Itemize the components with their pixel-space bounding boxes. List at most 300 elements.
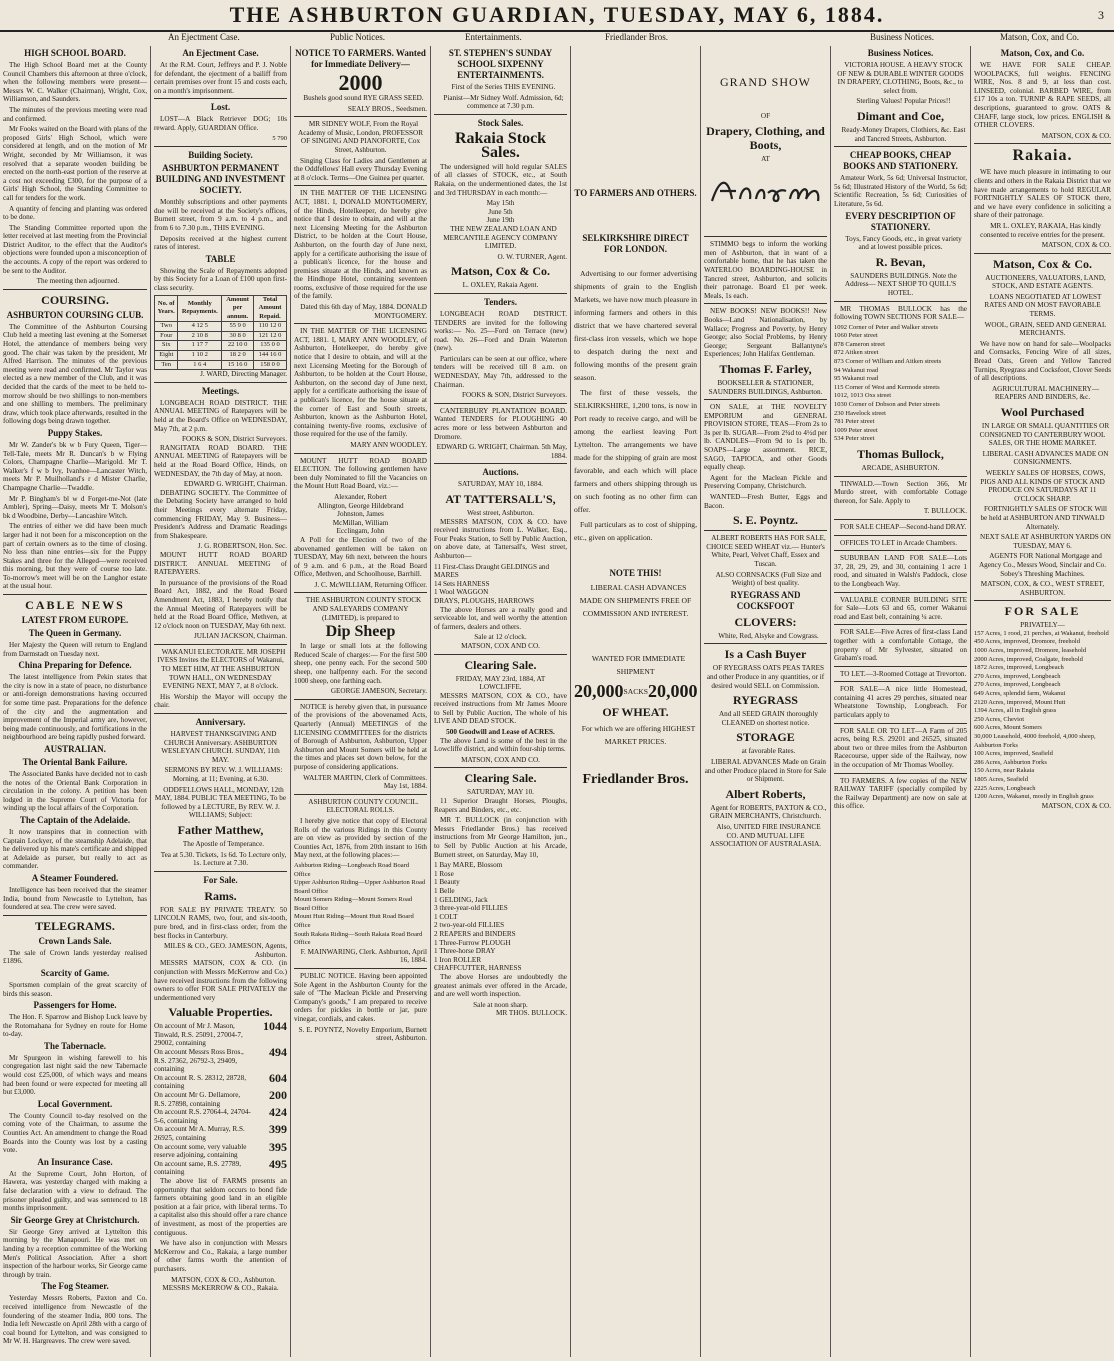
table-cell: Six [155, 341, 178, 351]
list-item: 1 Three-Furrow PLOUGH [434, 938, 511, 947]
list-item: 30,000 Leasehold, 4000 freehold, 4,000 sheep, Ashburton Forks [974, 733, 1096, 749]
paragraph: The Standing Committee reported upon the letter received at last meeting from the Provincial District Auditor, to the effect that the Auditor's objections were founded upon a misconception of the accounts. A copy of the report was ordered to be sent to the Auditor. [3, 223, 147, 275]
signature-line: Dated this 6th day of May, 1884. DONALD MONTGOMERY. [300, 303, 427, 320]
table-cell: Ten [155, 360, 178, 370]
spacer [574, 546, 697, 566]
paragraph: AUCTIONEERS, VALUATORS, LAND, STOCK, AND ESTATE AGENTS. [985, 273, 1106, 291]
signature-line: L. OXLEY, Rakaia Agent. [462, 281, 539, 290]
paragraph: MESSRS MATSON, COX & CO. have received instructions from L. Walker, Esq., Four Peaks Station, to Sell by Public Auction, on above date, at Tattersall's, West street, Ashburton— [434, 517, 567, 560]
paragraph: In large or small lots at the following Reduced Scale of charges:— For the first 500 sheep, one penny each. For the second 500 sheep, one halfpenny each. For the second 1000 sheep, one farthing each. [294, 642, 427, 685]
list-item: June 19th [486, 216, 515, 225]
list-item [154, 1105, 287, 1125]
signature-line: J. C. McWILLIAM, Returning Officer. [314, 580, 427, 589]
divider [434, 114, 567, 115]
paragraph: Ready-Money Drapers, Clothiers, &c. East and Tancred Streets, Ashburton. [841, 125, 966, 143]
list-item: Upper Ashburton Riding—Upper Ashburton Road Board Office [294, 879, 426, 895]
headline: Meetings. [201, 385, 240, 396]
paragraph: The above Land is some of the best in the Lowcliffe district, and within four-ship terms. [434, 736, 567, 754]
ad-title: ST. STEPHEN'S SUNDAY SCHOOL SIXPENNY ENTERTAINMENTS. [448, 48, 553, 80]
paragraph: PRIVATELY— [1020, 621, 1065, 630]
paragraph: The above Horses are undoubtedly the greatest animals ever offered in the Arcade, and are well worth inspection. [434, 972, 567, 999]
paragraph: Mr W. Zander's bk w b Fury Queen, Tiger—Tell-Tale, meets Mr R. Duncan's b w Flying Colors, Champagne Charlie—Marigold. Mr T. Walker's f w b Ivy, Ivanhoe—Lancaster Witch, meets Mr P. Muilholland's r d Mister Charlie, Champagne Charlie—Twaddle. [3, 440, 147, 492]
paragraph: AT [761, 154, 770, 163]
signature-line: MATSON, COX & CO. [1041, 241, 1111, 250]
list-item [154, 1156, 287, 1177]
paragraph: IN THE MATTER OF THE LICENSING ACT, 1881. I, MARY ANN WOODLEY, of Ashburton, Hotelkeeper, do hereby give notice that I desire to obtain, and will at the next Licensing Meeting for the Borough of Ashburton, to be holden at the Court House, Ashburton, on the second day of June next, apply for a certificate authorising the issue of a publican's licence, for the house situate at the corner of East and South streets, Ashburton, known as the Ashburton Hotel, containing twenty-five rooms, exclusive of those required for the use of the family. [294, 327, 427, 439]
subheadline: Passengers for Home. [33, 1000, 117, 1011]
ad-title: Father Matthew, [177, 822, 264, 837]
headline: Lost. [210, 102, 231, 113]
paragraph: Showing the Scale of Repayments adopted by this Society for a Loan of £100 upon first-class security. [154, 266, 287, 292]
ad-title: S. E. Poyntz. [732, 513, 798, 528]
paragraph: Mr Fooks waited on the Board with plans of the proposed Girls' High School, which were considered at length, and on the motion of Mr Wright, seconded by Mr Williamson, it was resolved that a separate wooden building be erected on the north-east portion of the reserve at a cost not exceeding £300, for the purpose of a Girls' High School, the Standing Committee to call for tenders for the work. [3, 125, 147, 202]
signature-line: S. E. POYNTZ, Novelty Emporium, Burnett street, Ashburton. [298, 1025, 427, 1043]
list-item: 2 two-year-old FILLIES [434, 921, 505, 930]
paragraph: Sir George Grey arrived at Lyttelton this morning by the Manapouri. He was met on landing by a reception committee of the Working Men's Political Association. After a short inspection of the harbour works, Sir George came through by train. [3, 1227, 147, 1279]
property-desc: On account R.S. 27064-4, 24704-5-6, containing [154, 1108, 251, 1125]
list-item: 1872 Acres, improved, Longbeach [974, 664, 1064, 672]
spacer [574, 750, 697, 770]
paragraph: MR L. OXLEY, RAKAIA, Has kindly consented to receive entries for the present. [980, 221, 1105, 239]
paragraph: 11 Superior Draught Horses, Ploughs, Reapers and Binders, etc., etc. [434, 797, 567, 814]
headline: An Ejectment Case. [182, 48, 259, 58]
property-list [154, 1019, 287, 1177]
paragraph: We have also in conjunction with Messrs McKerrow and Co., Rakaia, a large number of other farms worth the attention of purchasers. [154, 1239, 287, 1273]
paragraph: The above Horses are a really good and serviceable lot, and well worthy the attention of farmers, dealers and others. [434, 605, 567, 631]
paragraph: SERMONS BY REV. W. J. WILLIAMS: Morning, at 11; Evening, at 6.30. [164, 766, 283, 783]
spacer [574, 201, 697, 231]
paragraph: The Hon. F. Sparrow and Bishop Luck leave by the Rotomahana for Sydney en route for Home to-day. [3, 1013, 147, 1039]
table-row [155, 331, 287, 341]
paragraph: TO FARMERS. A few copies of the NEW RAILWAY TARIFF (specially compiled by the Railway Department) are now on sale at this office. [834, 776, 967, 811]
section-header: Matson, Cox, and Co. [1000, 32, 1080, 42]
spacer [574, 46, 697, 186]
list-item: 1 Beauty [434, 878, 460, 887]
list-item [154, 1070, 287, 1091]
paragraph: The High School Board met at the County Council Chambers this afternoon at three o'clock, when the following members were present—Messrs W. C. Walker (Chairman), Wright, Cox, Williamson, and Saunders. [3, 61, 147, 104]
paragraph: CANTERBURY PLANTATION BOARD. Wanted TENDERS for PLOUGHING 40 acres more or less between Ashburton and Dromore. [434, 406, 567, 441]
paragraph: White, Red, Alsyke and Cowgrass. [718, 631, 819, 640]
list-item: 873 Corner of William and Aitken streets [834, 358, 942, 366]
ad-title: EVERY DESCRIPTION OF STATIONERY. [845, 210, 956, 232]
headline: Building Society. [188, 150, 253, 161]
column-8 [970, 46, 1114, 1357]
paragraph: The Associated Banks have decided not to cash the notes of the Oriental Bank Corporation in circulation in the colony. A petition has been lodged in the Supreme Court of Victoria for winding up the local affairs of the Corporation. [3, 770, 147, 813]
paragraph: AGENTS FOR National Mortgage and Agency Co., Messrs Wood, Sinclair and Co. Sobey's Threshing Machines. [978, 552, 1107, 578]
divider [834, 146, 967, 147]
headline: Stock Sales. [477, 117, 524, 128]
list-item: Allington, George Hildebrand [317, 501, 404, 510]
table-header: Amount per annum. [222, 295, 254, 322]
headline: LATEST FROM EUROPE. [21, 615, 129, 626]
divider [154, 713, 287, 714]
column-2 [150, 46, 290, 1357]
paragraph: The first of these vessels, the SELKIRKSHIRE, 1,200 tons, is now in Port ready to receive cargo, and will be among the earliest leaving Port Lyttelton. The arrangements we have made for the shipping of grain are most favorable, and each which will place farmers and others shipping through us on such footing as no other firm can offer. [574, 388, 697, 514]
headline: HIGH SCHOOL BOARD. [24, 48, 126, 58]
paragraph: OFFICES TO LET in Arcade Chambers. [840, 538, 957, 547]
signature-line: MATSON, COX AND CO. [461, 755, 540, 764]
ad-title: NOTE THIS! [609, 568, 662, 578]
ad-title: RYEGRASS [733, 693, 798, 708]
headline: CABLE NEWS [25, 598, 125, 613]
signature-image [706, 171, 826, 211]
divider [704, 236, 827, 237]
list-item: 878 Cameron street [834, 340, 885, 348]
divider [294, 794, 427, 795]
paragraph: at favorable Rates. [741, 747, 796, 756]
repayment-table [154, 295, 287, 371]
paragraph: ODDFELLOWS HALL, MONDAY, 12th MAY, 1884. PUBLIC TEA MEETING, To be followed by a LECTURE, By REV. W. J. WILLIAMS; Subject: [154, 785, 287, 820]
paragraph: The County Council to-day resolved on the coming vote of the Chairman, to assume the Counties Act. An amendment to change the Road Boards into the County was lost by a casting vote. [3, 1111, 147, 1155]
paragraph: The meeting then adjourned. [36, 277, 120, 286]
table-header: No. of Years. [155, 295, 178, 322]
ad-title: FOR SALE [1004, 604, 1081, 619]
table-cell: Two [155, 322, 178, 332]
paragraph: We have now on hand for sale—Woolpacks and Cornsacks, Fencing Wire of all sizes, Bread Oats, Green and Yellow Tancred Turnips, Ryegrass and Cocksfoot, Clover Seeds of all descriptions. [974, 339, 1112, 383]
paragraph: The minutes of the previous meeting were read and confirmed. [3, 105, 147, 123]
paragraph: SUBURBAN LAND FOR SALE—Lots 37, 28, 29, 29, and 30, containing 1 acre 1 rood, and situated in Walsh's Paddock, close to the Longbeach Way. [834, 554, 967, 588]
ad-title: Clearing Sale. [464, 771, 537, 786]
ad-title: CHEAP BOOKS, CHEAP BOOKS AND STATIONERY. [843, 150, 958, 172]
ad-title: SELKIRKSHIRE DIRECT FOR LONDON. [582, 233, 689, 254]
list-item: 1394 Acres, all in English grass [974, 707, 1057, 715]
paragraph: OF RYEGRASS OATS PEAS TARES and other Produce in any quantities, or if desired would SELL on Commission. [706, 664, 825, 690]
divider [834, 535, 967, 536]
list-item: May 15th [486, 199, 515, 208]
headline: COURSING. [41, 292, 109, 307]
ad-big-number: 2000 [338, 70, 383, 95]
list-item [154, 1088, 287, 1108]
subheadline: A Steamer Foundered. [31, 872, 119, 883]
property-acres: 1044 [263, 1019, 287, 1034]
list-item: 14 Sets HARNESS [434, 579, 490, 588]
signature-line: MR THOS. BULLOCK. [496, 1009, 567, 1018]
paragraph: West street, Ashburton. [467, 509, 534, 517]
ad-title: Thomas Bullock, [857, 447, 944, 461]
paragraph: ARCADE, ASHBURTON. [861, 464, 940, 472]
headline: Business Notices. [867, 48, 934, 58]
property-acres: 399 [269, 1122, 287, 1137]
page-number: 3 [1098, 8, 1104, 22]
paragraph: I hereby give notice that copy of Electoral Rolls of the various Ridings in this County are on view as provided by section of the Counties Act, 1876, from 20th instant to 16th May next, at the following places:— [294, 816, 427, 860]
signature-line: EDWARD G. WRIGHT, Chairman. [183, 480, 287, 489]
ad-title: TO FARMERS AND OTHERS. [574, 188, 697, 198]
paragraph: Agent for ROBERTS, PAXTON & CO., GRAIN MERCHANTS, Christchurch. [709, 803, 827, 821]
paragraph: In pursuance of the provisions of the Road Board Act, 1882, and the Road Board Amendment Act, 1883, I hereby notify that the Annual Meeting of Ratepayers will be held at the Road Board Office, Methven, at 12 o'clock noon on TUESDAY, May 6th next. [154, 578, 287, 630]
list-item: 649 Acres, splendid farm, Wakanui [974, 690, 1066, 698]
ad-title: CLOVERS: [734, 614, 797, 629]
paragraph: LONGBEACH ROAD DISTRICT. THE ANNUAL MEETING of Ratepayers will be held at the Board's Office on WEDNESDAY, May 7th, at 2 p.m. [154, 398, 287, 433]
headline: AUSTRALIAN. [44, 744, 106, 754]
signature-line: MATSON, COX AND CO. [461, 641, 540, 650]
table-row [155, 360, 287, 370]
signature-line: MATSON, COX & CO. [1041, 131, 1111, 140]
list-item: 1 Rose [434, 869, 454, 878]
property-desc: On account some, very valuable reserve adjoining, containing [154, 1142, 247, 1160]
section-header: Public Notices. [330, 32, 385, 42]
divider [294, 185, 427, 186]
spacer [574, 257, 697, 267]
paragraph: SATURDAY, MAY 10. [467, 788, 534, 797]
headline: TELEGRAMS. [35, 918, 115, 933]
ad-title: Dip Sheep [325, 623, 396, 641]
divider [974, 143, 1111, 144]
signature-line: MARY ANN WOODLEY. [350, 440, 427, 449]
ad-title: Valuable Properties. [168, 1005, 273, 1020]
list-item [154, 1019, 287, 1048]
list-item: 534 Peter street [834, 435, 875, 443]
paragraph: FOR SALE CHEAP—Second-hand DRAY. [840, 522, 967, 531]
paragraph: Full particulars as to cost of shipping, etc., given on application. [574, 520, 697, 542]
paragraph: A quantity of fencing and planting was ordered to be done. [3, 204, 147, 222]
paragraph: Bushels good sound RYE GRASS SEED. [303, 94, 424, 102]
paragraph: THE ASHBURTON COUNTY STOCK AND SALEYARDS COMPANY (LIMITED), is prepared to [305, 596, 422, 622]
paragraph: FRIDAY, MAY 23rd, 1884, AT LOWCLIFFE. [455, 674, 546, 692]
spacer [704, 92, 827, 112]
property-acres: 200 [269, 1088, 287, 1103]
list-item: 250 Acres, Cheviot [974, 715, 1025, 723]
paragraph: At the R.M. Court, Jeffreys and P. J. Noble for defendant, the ejectment of a bailiff from certain premises over front 15 and costs each, on a month's imprisonment. [154, 61, 287, 95]
divider [294, 453, 427, 454]
list-item: Mount Hutt Riding—Mount Hutt Road Board Office [294, 913, 414, 930]
list-item: CHAFFCUTTER, HARNESS [434, 964, 522, 973]
paragraph: WE have much pleasure in intimating to our clients and others in the Rakaia District that we have made arrangements to hold REGULAR FORTNIGHTLY SALES OF STOCK there, and we have every confidence in soliciting a share of their patronage. [974, 168, 1111, 220]
list-item: 95 Wakanui road [834, 375, 879, 383]
divider [704, 530, 827, 531]
paragraph: IN LARGE OR SMALL QUANTITIES OR CONSIGNED TO CANTERBURY WOOL SALES, OR THE HOME MARKET. [979, 422, 1110, 448]
ad-big-number: 20,000 [647, 681, 698, 701]
paragraph: Advertising to our former advertising shipments of grain to the English Markets, we have now much pleasure in informing farmers and others in this district that we have chartered several first-class iron vessels, which we hope to despatch during the next and following months of the present grain season. [574, 269, 697, 382]
divider [974, 253, 1111, 254]
ad-title: Rakaia. [1012, 147, 1073, 165]
paragraph: The latest intelligence from Pekin states that the city is now in a state of peace, no disturbance or anti-foreign demonstrations having occurred for some time past. Preparations for the defence of the city and the augmentation and improvement of the Imperial army are, however, being made continuously, and fortifications in the neighbourhood are being rapidly pushed forward. [3, 673, 147, 742]
paragraph: ALBERT ROBERTS HAS FOR SALE, CHOICE SEED WHEAT viz.— Hunter's White, Pearl, Velvet Chaff, Essex and Tuscan. [706, 534, 826, 568]
paragraph: WANTED—Fresh Butter, Eggs and Bacon. [704, 493, 827, 510]
ad-title: STORAGE [736, 730, 795, 745]
paragraph: HARVEST THANKSGIVING AND CHURCH Anniversary. ASHBURTON WESLEYAN CHURCH. SUNDAY, 11th MAY. [161, 730, 280, 764]
ad-title: GRAND SHOW [720, 75, 811, 89]
divider [154, 382, 287, 383]
paragraph: Amateur Work, 5s 6d; Universal Instructor, 5s 6d; Illustrated History of the World, 5s 6d; Scientific Recreation, 5s 6d; Curiosities of Literature, 5s 6d. [834, 174, 967, 208]
property-desc: On account of Mr J. Mason, Tinwald, R.S. 25091, 27004-7, 29002, containing [154, 1022, 243, 1048]
list-item: 230 Havelock street [834, 409, 886, 417]
signature-line: J. G. ROBERTSON, Hon. Sec. [197, 542, 287, 551]
section-header: Friedlander Bros. [605, 32, 668, 42]
signature-line: FOOKS & SON, District Surveyors. [181, 435, 287, 444]
headline: For Sale. [203, 874, 238, 885]
subheadline: The Queen in Germany. [28, 628, 122, 639]
paragraph: LIBERAL ADVANCES Made on Grain and other Produce placed in Store for Sale or Shipment. [704, 757, 827, 784]
signature-line: F. MAINWARING, Clerk. Ashburton, April 16, 1884. [300, 947, 427, 965]
paragraph: TINWALD.—Town Section 366, Mr Murdo street, with comfortable Cottage thereon, for Sale. Apply to [834, 479, 967, 505]
paragraph: PUBLIC NOTICE. Having been appointed Sole Agent in the Ashburton County for the sale of "The Maclean Pickle and Preserving Company's goods," I am prepared to receive orders for pickles in bottle or jar, pure vinegar, cordials, and cakes. [294, 972, 427, 1023]
divider [434, 403, 567, 404]
property-acres: 424 [269, 1105, 287, 1120]
list-item: 1030 Corner of Dobson and Peter streets [834, 401, 940, 409]
spacer [704, 46, 827, 72]
divider [294, 592, 427, 593]
list-item: 872 Aitken street [834, 349, 879, 357]
table-cell: Four [155, 331, 178, 341]
list-item: 450 Acres, improved, Dromore, freehold [974, 638, 1080, 646]
ad-big-number: 20,000 [574, 681, 624, 701]
divider [3, 289, 147, 290]
paragraph: WANTED FOR IMMEDIATE SHIPMENT [591, 654, 686, 676]
signature-line: J. WARD, Directing Manager. [200, 370, 287, 379]
list-item: 11 First-Class Draught GELDINGS and MARES [434, 562, 550, 580]
paragraph: First of the Series THIS EVENING. [451, 83, 556, 91]
column-3 [290, 46, 430, 1357]
paragraph: MESSRS MATSON, COX & CO. (in conjunction with Messrs McKerrow and Co.) have received instructions from the following owners to offer FOR SALE PRIVATELY the undermentioned very [154, 959, 287, 1002]
property-acres: 604 [269, 1070, 287, 1085]
list-item: 1009 Peter street [834, 426, 878, 434]
divider [3, 594, 147, 595]
table-cell: 121 12 0 [254, 331, 287, 341]
list-item: 2225 Acres, Longbeach [974, 784, 1036, 792]
table-row [155, 351, 287, 361]
list-item: 781 Peter street [834, 418, 875, 426]
list-item: Mount Somers Riding—Mount Somers Road Board Office [294, 896, 413, 912]
list-item: 1 GELDING, Jack [434, 895, 488, 904]
signature-line: FOOKS & SON, District Surveyors. [461, 391, 567, 400]
paragraph: THE NEW ZEALAND LOAN AND MERCANTILE AGENCY COMPANY LIMITED. [443, 224, 558, 251]
paragraph: BOOKSELLER & STATIONER, SAUNDERS BUILDINGS, Ashburton. [708, 378, 823, 396]
list-item: McMillan, William [332, 518, 389, 527]
divider [294, 116, 427, 117]
table-cell: 1 17 7 [178, 341, 222, 351]
list-item: 1000 Acres, improved, Dromore, leasehold [974, 647, 1087, 655]
subheadline: Sir George Grey at Christchurch. [10, 1214, 140, 1225]
property-desc: On account Mr A. Murray, R.S. 26925, containing [154, 1125, 245, 1142]
ad-title: Dimant and Coe, [856, 108, 944, 123]
ad-title: Albert Roberts, [725, 786, 806, 801]
list-item: 2120 Acres, improved, Mount Hutt [974, 698, 1066, 706]
ad-title: Clearing Sale. [464, 657, 537, 672]
list-item: Ecclingam, John [336, 527, 385, 536]
masthead [0, 0, 1114, 32]
paragraph: FOR SALE—A nice little Homestead, containing 41 acres 29 perches, situated near Wheatstone Township, Longbeach. For particulars apply to [834, 685, 967, 720]
paragraph: WOOL, GRAIN, SEED AND GENERAL MERCHANTS. [984, 320, 1107, 338]
paragraph: Particulars can be seen at our office, where tenders will be received till 8 a.m. on WEDNESDAY, May 7th, addressed to the Chairman. [434, 354, 567, 389]
divider [3, 915, 147, 916]
table-cell: 15 16 0 [222, 360, 254, 370]
signature-line: EDWARD G. WRIGHT, Chairman. 5th May, 1884. [436, 443, 567, 460]
divider [834, 301, 967, 302]
paragraph: It now transpires that in connection with Captain Lockyer, of the steamship Adelaide, that he delivered up his mate's certificate and shipped at Adelaide as purser, but really to act as commander. [3, 827, 147, 871]
list-item: 94 Wakanui road [834, 366, 879, 374]
paragraph: The sale of Crown lands yesterday realised £1896. [3, 948, 147, 966]
table-cell: Eight [155, 351, 178, 361]
ad-title: Rakaia Stock Sales. [454, 129, 547, 161]
divider [834, 681, 967, 682]
paragraph: Singing Class for Ladies and Gentlemen at the Oddfellows' Hall every Thursday Evening at 8 o'clock. Terms—One Guinea per quarter. [294, 156, 427, 182]
paragraph: LOANS NEGOTIATED AT LOWEST RATES AND ON MOST FAVORABLE TERMS. [984, 292, 1102, 319]
ad-title: AT TATTERSALL'S, [445, 492, 556, 506]
divider [154, 98, 287, 99]
ad-ref: 5 790 [272, 134, 287, 142]
signature-line: WALTER MARTIN, Clerk of Committees. May 1st, 1884. [303, 773, 427, 791]
list-item: 157 Acres, 1 rood, 21 perches, at Wakanui, freehold [974, 629, 1109, 637]
divider [704, 399, 827, 400]
section-header: Entertainments. [465, 32, 522, 42]
list-item: 1 COLT [434, 912, 458, 921]
list-item: 1200 Acres, Wakanui, mostly in English grass [974, 793, 1094, 801]
paragraph: NEXT SALE AT ASHBURTON YARDS ON TUESDAY, MAY 6. [980, 533, 1111, 550]
section-header: Business Notices. [870, 32, 934, 42]
spacer [574, 622, 697, 652]
subheadline: The Oriental Bank Failure. [22, 757, 128, 767]
table-row [155, 341, 287, 351]
headline: Tenders. [484, 296, 517, 307]
subheadline: The Tabernacle. [43, 1040, 106, 1051]
divider [434, 767, 567, 768]
table-cell: 110 12 0 [254, 322, 287, 332]
signature-line: T. BULLOCK. [923, 507, 967, 516]
ad-title: R. Bevan, [875, 254, 926, 269]
paragraph: WE HAVE FOR SALE CHEAP. WOOLPACKS, full weights. FENCING WIRE, Nos. 8 and 9, at less than cost. LINSEED, colonial. BARBED WIRE, from £17 10s a ton. TURNIP & RAPE SEEDS, all descriptions, guaranteed to grow. OATS & CHAFF, large stock, low prices. ENGLISH & OTHER CLOVERS. [974, 61, 1111, 130]
divider [704, 643, 827, 644]
list-item: 1 Belle [434, 886, 455, 895]
paragraph: FOR SALE—Five Acres of first-class Land together with a comfortable Cottage, the property of Mr Sylvester, situated on Graham's road. [834, 628, 967, 663]
paragraph: Mr Spurgeon in wishing farewell to his congregation last night said the new Tabernacle would cost £25,000, of which ways and means had been found or were expected for meeting all but £3,000. [3, 1053, 147, 1097]
paragraph: Pianist—Mr Sidney Wolf. Admission, 6d; commence at 7.30 p.m. [443, 93, 564, 111]
divider [834, 476, 967, 477]
signature-line: GEORGE JAMESON, Secretary. [330, 687, 427, 696]
subheadline: The Captain of the Adelaide. [19, 814, 131, 825]
divider [834, 773, 967, 774]
paragraph: WAKANUI ELECTORATE. MR JOSEPH IVESS Invites the ELECTORS of Wakanui, TO MEET HIM, AT THE ASHBURTON TOWN HALL, ON WEDNESDAY EVENING NEXT, MAY 7, at 8 o'clock. [157, 647, 286, 691]
property-desc: On account R. S. 28312, 28728, containing [154, 1073, 247, 1091]
paragraph: Sportsmen complain of the great scarcity of birds this season. [3, 980, 147, 998]
paragraph: ASHBURTON COUNTY COUNCIL. ELECTORAL ROLLS. [308, 797, 419, 815]
signature-line: O. W. TURNER, Agent. [497, 252, 567, 261]
paragraph: OF [760, 112, 771, 120]
ad-title: OF WHEAT. [602, 705, 669, 719]
list-item: Johnston, James [337, 510, 384, 519]
paragraph: Mr P. Bingham's bl w d Forget-me-Not (late Ambler), Spring—Daisy, meets Mr T. Molson's bk d Woodbine, Derby—Lancashire Witch. [3, 494, 147, 520]
paragraph: Sterling Values! Popular Prices!! [856, 97, 951, 106]
ad-title: RYEGRASS AND COCKSFOOT [730, 589, 801, 611]
divider [154, 146, 287, 147]
divider [434, 293, 567, 294]
paragraph: Agent for the Maclean Pickle and Preserving Company, Christchurch. [704, 473, 827, 491]
paragraph: MR SIDNEY WOLF, From the Royal Academy of Music, London, PROFESSOR OF SINGING AND PIANOFORTE, Cox Street, Ashburton. [298, 120, 423, 154]
paragraph: VALUABLE CORNER BUILDING SITE for Sale—Lots 63 and 65, corner Wakanui road and East belt, containing ¼ acre. [834, 595, 967, 621]
table-cell: 30 8 0 [222, 331, 254, 341]
paragraph: His Worship the Mayor will occupy the chair. [154, 692, 287, 710]
list-item [154, 1139, 287, 1160]
section-header: An Ejectment Case. [168, 32, 240, 42]
signature-line: JULIAN JACKSON, Chairman. [193, 632, 287, 641]
subheadline: Local Government. [37, 1098, 113, 1109]
paragraph: SATURDAY, MAY 10, 1884. [458, 480, 543, 489]
headline: Matson, Cox, and Co. [1000, 48, 1085, 58]
ad-title: Is a Cash Buyer [724, 647, 807, 662]
list-item: 1060 Peter street [834, 332, 878, 340]
list-item: Alexander, Robert [334, 492, 387, 501]
divider [154, 871, 287, 872]
ad-title: ASHBURTON PERMANENT BUILDING AND INVESTMENT SOCIETY. [155, 163, 286, 196]
paragraph: Deposits received at the highest current rates of interest. [154, 234, 287, 252]
paragraph: ON SALE, at THE NOVELTY EMPORIUM and GENERAL PROVISION STORE, TEAS—From 2s to 3s per lb. SUGAR—From 2¾d to 4½d per lb. CANDLES—From 9d to 1s per lb. SOAPS—Large assortment. RICE, SAGO, TAPIOCA, and other Goods equally cheap. [704, 403, 827, 472]
divider [434, 463, 567, 464]
table-header: Monthly Repayments. [178, 295, 222, 322]
paragraph: Tea at 5.30. Tickets, 1s 6d. To Lecture only, 1s. Lecture at 7.30. [160, 850, 287, 868]
paragraph: IN THE MATTER OF THE LICENSING ACT, 1881. I, DONALD MONTGOMERY, of the Hinds, Hotelkeeper, do hereby give notice that I desire to obtain, and will at the next Licensing Meeting for the Ashburton District, to be holden at the Court House, Ashburton, on the fourth day of June next, apply for a certificate authorising the issue of a publican's licence, for the house and premises situate at the Hinds, and known as the Hindhope Hotel, containing seventeen rooms, exclusive of those required for the use of the family. [294, 189, 427, 301]
column-1 [0, 46, 150, 1357]
paragraph: SAUNDERS BUILDINGS. Note the Address— NEXT SHOP TO QUILL'S HOTEL. [844, 271, 957, 297]
property-desc: On account Mr G. Dellamore, R.S. 27898, containing [154, 1091, 241, 1108]
